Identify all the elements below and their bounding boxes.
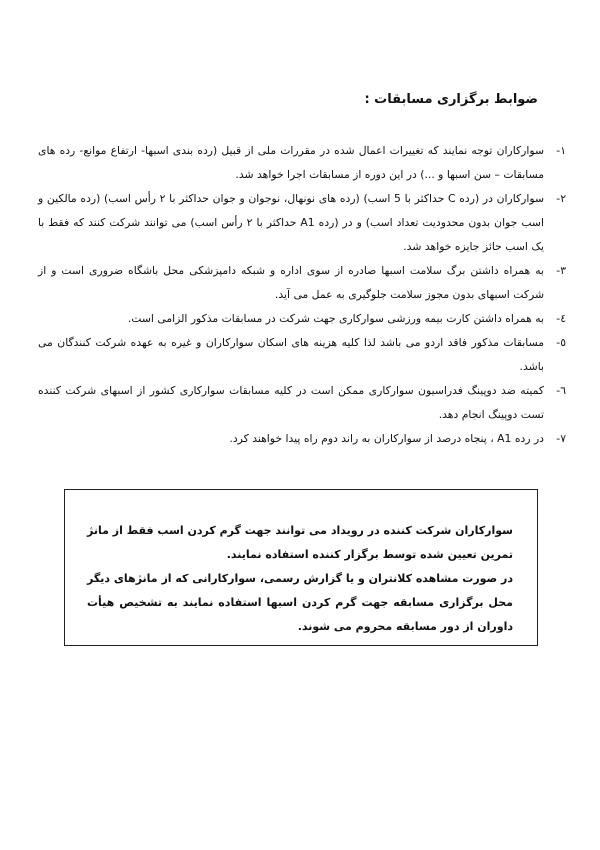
notice-box: [64, 489, 538, 646]
rule-text: به همراه داشتن برگ سلامت اسبها صادره از سوی اداره و شبکه دامپزشکی محل باشگاه ضروری است و از شرکت اسبهای بدون مجوز سلامت جلوگیری به عمل می آید.: [38, 264, 544, 301]
rules-list: [38, 139, 566, 451]
rule-text: در رده A1 ، پنجاه درصد از سوارکاران به راند دوم راه پیدا خواهند کرد.: [229, 432, 544, 445]
rule-number: ٧-: [556, 432, 566, 445]
rule-item: [38, 259, 566, 307]
rule-number: ٣-: [556, 264, 566, 277]
rule-item: [38, 307, 566, 331]
rule-text: مسابقات مذکور فاقد اردو می باشد لذا کلیه هزینه های اسکان سوارکاران و غیره به عهده شرکت کنندگان می باشد.: [38, 336, 544, 373]
rule-item: [38, 187, 566, 259]
rule-item: [38, 379, 566, 427]
rule-text: سوارکاران توجه نمایند که تغییرات اعمال شده در مقررات ملی از قبیل (رده بندی اسبها- ارتفاع موانع- رده های مسابقات – سن اسبها و ...) در این دوره از مسابقات اجرا خواهد شد.: [38, 144, 544, 181]
rule-text: سوارکاران در (رده C حداکثر با 5 اسب) (رده های نونهال، نوجوان و جوان حداکثر با ٢ رأس اسب) (رده مالکین و اسب جوان بدون محدودیت تعداد اسب) و در (رده A1 حداکثر با ٢ رأس اسب) می توانند شرکت کنند که فقط با یک اسب حائز جایزه خواهد شد.: [38, 192, 544, 253]
rule-text: به همراه داشتن کارت بیمه ورزشی سوارکاری جهت شرکت در مسابقات مذکور الزامی است.: [127, 312, 544, 325]
rule-text: کمیته ضد دوپینگ فدراسیون سوارکاری ممکن است در کلیه مسابقات سوارکاری کشور از اسبهای شرکت کننده تست دوپینگ انجام دهد.: [38, 384, 544, 421]
section-heading: ضوابط برگزاری مسابقات :: [364, 92, 538, 107]
notice-paragraph: در صورت مشاهده کلانتران و یا گزارش رسمی، سوارکارانی که از مانژهای دیگر محل برگزاری مسابقه جهت گرم کردن اسبها استفاده نمایند به تشخیص هیأت داوران از دور مسابقه محروم می شوند.: [87, 572, 513, 633]
rule-number: ٥-: [556, 336, 566, 349]
notice-text: [87, 519, 513, 639]
notice-paragraph: سوارکاران شرکت کننده در رویداد می توانند جهت گرم کردن اسب فقط از مانژ تمرین تعیین شده توسط برگزار کننده استفاده نمایند.: [87, 524, 513, 561]
rule-item: [38, 331, 566, 379]
rule-number: ٤-: [556, 312, 566, 325]
rule-number: ١-: [556, 144, 566, 157]
rule-number: ٦-: [556, 384, 566, 397]
rule-item: [38, 427, 566, 451]
rule-item: [38, 139, 566, 187]
rule-number: ٢-: [556, 192, 566, 205]
